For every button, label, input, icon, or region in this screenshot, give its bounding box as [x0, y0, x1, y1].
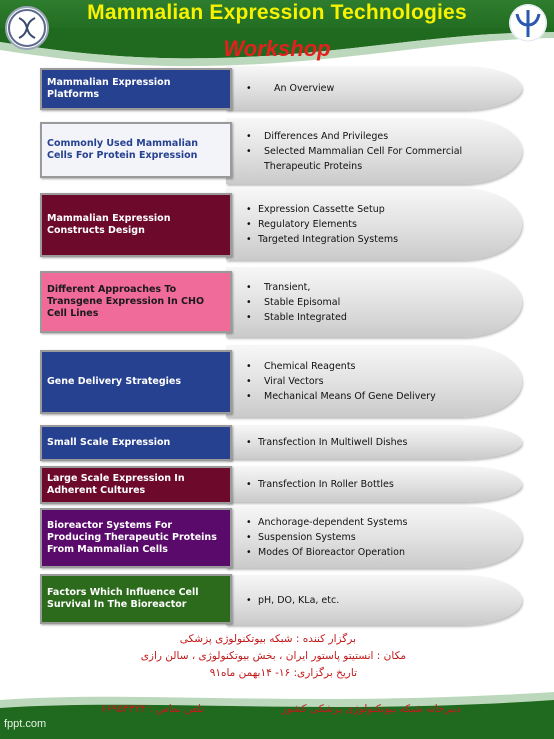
- footer-contact: تلفن تماس : ۶۶۹۵۴۳۲۴: [100, 703, 204, 715]
- topic-bullet: • Stable Integrated: [246, 310, 516, 325]
- topic-bullet-list: [246, 81, 516, 96]
- topic-bullet: • Differences And Privileges: [246, 129, 516, 144]
- footer-secretariat: دبیرخانه شبکه بیوتکنولوژی پزشکی کشور: [281, 703, 461, 715]
- topic-title: Small Scale Expression: [40, 425, 232, 461]
- topic-title: Large Scale Expression In Adherent Cultures: [40, 466, 232, 504]
- topic-bullet: • Mechanical Means Of Gene Delivery: [246, 389, 516, 404]
- topic-bullet: • Transfection In Roller Bottles: [246, 477, 516, 492]
- topic-title: Mammalian Expression Platforms: [40, 68, 232, 110]
- topic-title: Bioreactor Systems For Producing Therapeutic Proteins From Mammalian Cells: [40, 508, 232, 568]
- workshop-subtitle: Workshop: [223, 36, 331, 61]
- topic-bullet-list: [246, 280, 516, 325]
- topic-bullet: • Transfection In Multiwell Dishes: [246, 435, 516, 450]
- watermark-text: fppt.com: [4, 718, 47, 730]
- topic-bullet-list: [246, 435, 516, 450]
- topic-bullet: • Stable Episomal: [246, 295, 516, 310]
- footer-date: تاریخ برگزاری: ۱۶- ۱۴بهمن ماه۹۱: [209, 667, 357, 679]
- topic-bullet-list: [246, 593, 516, 608]
- topic-title: Mammalian Expression Constructs Design: [40, 193, 232, 257]
- topic-bullet: • Targeted Integration Systems: [246, 232, 516, 247]
- topic-bullet: • Selected Mammalian Cell For Commercial Therapeutic Proteins: [246, 144, 516, 174]
- topic-bullet: • pH, DO, KLa, etc.: [246, 593, 516, 608]
- topic-bullet: • Anchorage-dependent Systems: [246, 515, 516, 530]
- topic-bullet-list: [246, 129, 516, 174]
- topic-bullet: • Suspension Systems: [246, 530, 516, 545]
- topic-title: Commonly Used Mammalian Cells For Protein Expression: [40, 122, 232, 178]
- footer-swoosh: [0, 630, 554, 739]
- footer-location: مکان : انستیتو پاستور ایران ، بخش بیوتکنولوژی ، سالن رازی: [140, 650, 406, 662]
- topic-bullet: • An Overview: [246, 81, 516, 96]
- topic-bullet: • Expression Cassette Setup: [246, 202, 516, 217]
- topic-bullet: • Chemical Reagents: [246, 359, 516, 374]
- topic-title: Different Approaches To Transgene Expression In CHO Cell Lines: [40, 271, 232, 333]
- page-title: Mammalian Expression Technologies: [87, 1, 467, 24]
- topic-bullet-list: [246, 477, 516, 492]
- topic-bullet: • Modes Of Bioreactor Operation: [246, 545, 516, 560]
- topic-bullet: • Viral Vectors: [246, 374, 516, 389]
- topic-bullet-list: [246, 515, 516, 560]
- topic-bullet: • Transient,: [246, 280, 516, 295]
- topic-title: Gene Delivery Strategies: [40, 350, 232, 414]
- topic-bullet-list: [246, 359, 516, 404]
- footer-organizer: برگزار کننده : شبکه بیوتکنولوژی پزشکی: [179, 633, 356, 645]
- topic-bullet: • Regulatory Elements: [246, 217, 516, 232]
- topic-title: Factors Which Influence Cell Survival In The Bioreactor: [40, 574, 232, 624]
- topic-bullet-list: [246, 202, 516, 247]
